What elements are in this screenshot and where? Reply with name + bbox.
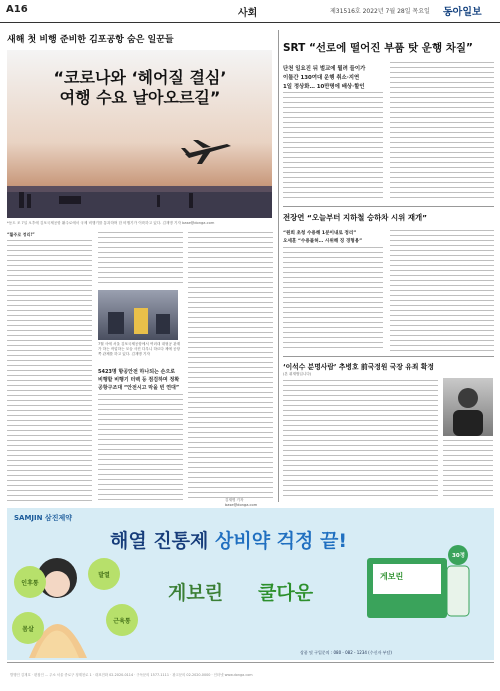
ad-title [110, 526, 347, 553]
ad-product-sub: 쿨다운 [258, 582, 314, 604]
protest-lead-2: 오세훈 “수용불허… 시위해 징 경형용” [283, 239, 363, 244]
ad-product-name: 게보린 [168, 582, 224, 604]
article-body-col3 [188, 232, 273, 498]
article-body-col2b [98, 394, 183, 502]
protest-body-col2 [390, 230, 494, 352]
court-body [283, 380, 438, 500]
symptom-bubble-0: 인후통 [14, 566, 46, 598]
issue-date: 제31516호 2022년 7월 28일 목요일 [330, 8, 430, 15]
article-intro: “활주로 정리!” [7, 232, 35, 237]
ad-title-prefix: 해열 진통제 [110, 530, 215, 552]
court-headline: ‘이석수 분명사람’ 추병호 前국정원 국장 유죄 확정 [283, 363, 434, 371]
sub-head-2: 비행할 비행기 터렉 등 점검하며 정확 [98, 377, 180, 383]
article-body-col2a [98, 232, 183, 286]
srt-body-col1 [283, 92, 383, 202]
photo-quote-line2: 여행 수요 날아오르길” [59, 88, 221, 107]
ad-box-product-name: 게보린 [380, 572, 404, 581]
inset-photo [98, 290, 178, 340]
main-kicker: 새해 첫 비행 준비한 김포공항 숨은 일꾼들 [7, 35, 174, 45]
footer-rule [7, 662, 494, 663]
section-title: 사회 [238, 8, 258, 19]
symptom-bubble-1: 발열 [88, 558, 120, 590]
page-number: A16 [6, 4, 28, 15]
publication-footer: 발행인 김재호 · 편집인 ... 주소 서울 종로구 청계천로 1 · 대표전화 02-2020-0114 · 구독문의 1577-1111 · 광고문의 02-2020-0000 · 인터넷 www.donga.com [10, 673, 253, 677]
column-divider [278, 30, 279, 502]
symptom-bubble-2: 근육통 [106, 604, 138, 636]
srt-headline: SRT “선로에 떨어진 부품 탓 운행 차질” [283, 42, 473, 54]
srt-body-col2 [390, 62, 494, 202]
srt-lead-1: 단천 일요진 뒤 벌교에 뭘려 들이가 [283, 66, 366, 72]
photo-caption: *동도 조 7일 오후에 김포국제공항 활주로에서 국제 비행기를 통과하며 한 비행기가 이륙하고 있다. 김재명 기자 base@donga.com [7, 221, 215, 225]
article-byline: 김재명 기자 base@donga.com [225, 498, 258, 508]
protest-headline: 전장연 “오늘부터 지하철 승하차 시위 재개” [283, 213, 427, 222]
symptom-bubble-3: 몸살 [12, 612, 44, 644]
sub-head-3: 공항구조대 “안전시고 막을 빈 연대” [98, 385, 180, 391]
section-rule [283, 206, 494, 207]
sub-head-1: 5423명 항공안전 하나되는 손으로 [98, 369, 176, 375]
section-rule-2 [283, 356, 494, 357]
srt-lead-3: 1일 정상화… 10만명에 배상·할인 [283, 84, 365, 90]
ad-contact: 상품 및 구입문의 : 080 - 082 - 1234 (수신자 부담) [300, 650, 392, 655]
inset-caption: 7월 사에 서울 김포국제공항에서 여러대 대형공 관계가 하는 작업하는 모습 사진 다우니 하르다 제에 공항쪽 관제를 하고 있다. 김재명 기자 [98, 342, 181, 357]
court-label: (본 취재범입니다) [283, 372, 312, 376]
photo-quote [20, 68, 260, 108]
article-body-col1 [7, 240, 92, 502]
portrait-photo [443, 378, 493, 436]
protest-body-col1 [283, 247, 383, 352]
srt-lead-2: 이틀간 130여대 운행 취소·지연 [283, 75, 360, 81]
ad-box-label: 30정 [452, 553, 465, 559]
photo-quote-line1: “코로나와 ‘헤어질 결심’ [53, 68, 227, 87]
ad-title-highlight: 상비약 걱정 끝! [215, 530, 348, 552]
court-body-col2 [443, 440, 493, 500]
ad-brand: SAMJIN 삼진제약 [14, 514, 72, 522]
newspaper-logo: 동아일보 [443, 7, 482, 18]
protest-lead-1: “원희 초청 수용해 1분이내로 정리” [283, 231, 357, 236]
